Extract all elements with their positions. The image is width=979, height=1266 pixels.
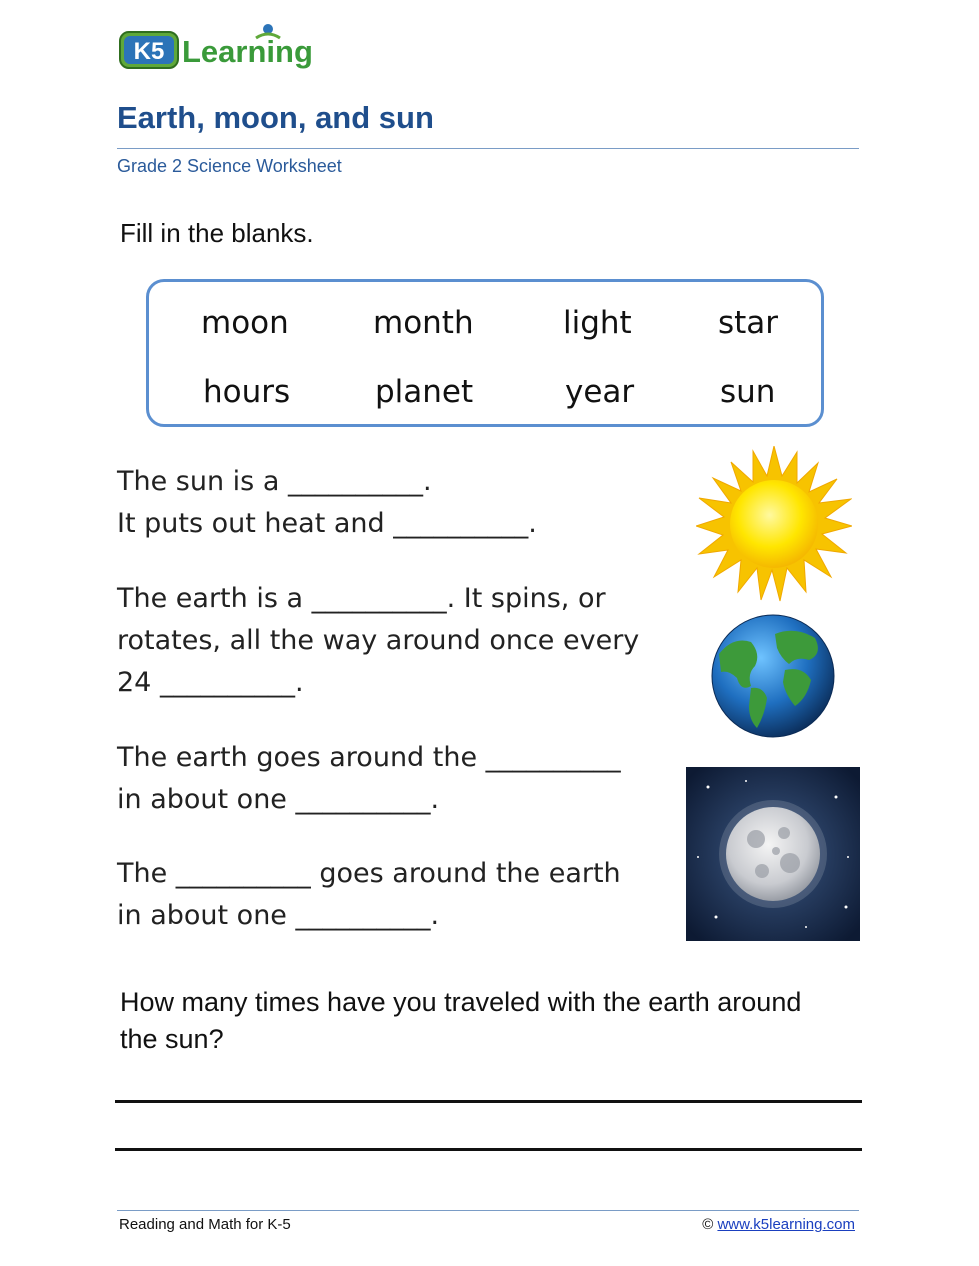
footer-divider xyxy=(117,1210,859,1211)
word-bank-item: moon xyxy=(201,305,289,341)
sentence-line: The sun is a __________. xyxy=(117,466,432,497)
logo-k5-text: K5 xyxy=(133,38,165,65)
answer-line xyxy=(115,1148,862,1151)
word-bank-item: month xyxy=(373,305,474,341)
page-title: Earth, moon, and sun xyxy=(117,100,434,135)
sentence-line: It puts out heat and __________. xyxy=(117,508,537,539)
question-line: How many times have you traveled with the earth around xyxy=(120,987,802,1017)
word-bank-item: hours xyxy=(203,374,291,410)
sentence-line: 24 __________. xyxy=(117,667,304,698)
word-bank-item: sun xyxy=(720,374,776,410)
sentence-line: The earth is a __________. It spins, or xyxy=(117,583,606,614)
page-subtitle: Grade 2 Science Worksheet xyxy=(117,156,342,176)
k5-learning-logo xyxy=(118,20,328,72)
word-bank-item: light xyxy=(563,305,632,341)
footer-copyright xyxy=(702,1216,855,1233)
word-bank xyxy=(146,279,824,427)
sun-image xyxy=(696,446,852,602)
sentence-line: rotates, all the way around once every xyxy=(117,625,640,656)
header-divider xyxy=(117,148,859,149)
footer-tagline: Reading and Math for K-5 xyxy=(119,1216,291,1233)
word-bank-item: star xyxy=(718,305,779,341)
copyright-symbol: © xyxy=(702,1216,714,1233)
sentence-line: in about one __________. xyxy=(117,784,440,815)
question-line: the sun? xyxy=(120,1024,224,1054)
sentence-line: The earth goes around the __________ xyxy=(117,742,621,773)
sentence-line: The __________ goes around the earth xyxy=(117,858,621,889)
instructions: Fill in the blanks. xyxy=(120,218,314,248)
answer-line xyxy=(115,1100,862,1103)
footer-website-link[interactable]: www.k5learning.com xyxy=(717,1216,855,1233)
word-bank-item: planet xyxy=(375,374,474,410)
word-bank-item: year xyxy=(565,374,635,410)
sentence-line: in about one __________. xyxy=(117,900,440,931)
open-question xyxy=(120,984,801,1058)
logo-learning-text: Learning xyxy=(182,34,313,69)
earth-image xyxy=(711,614,835,738)
moon-image xyxy=(686,767,860,941)
